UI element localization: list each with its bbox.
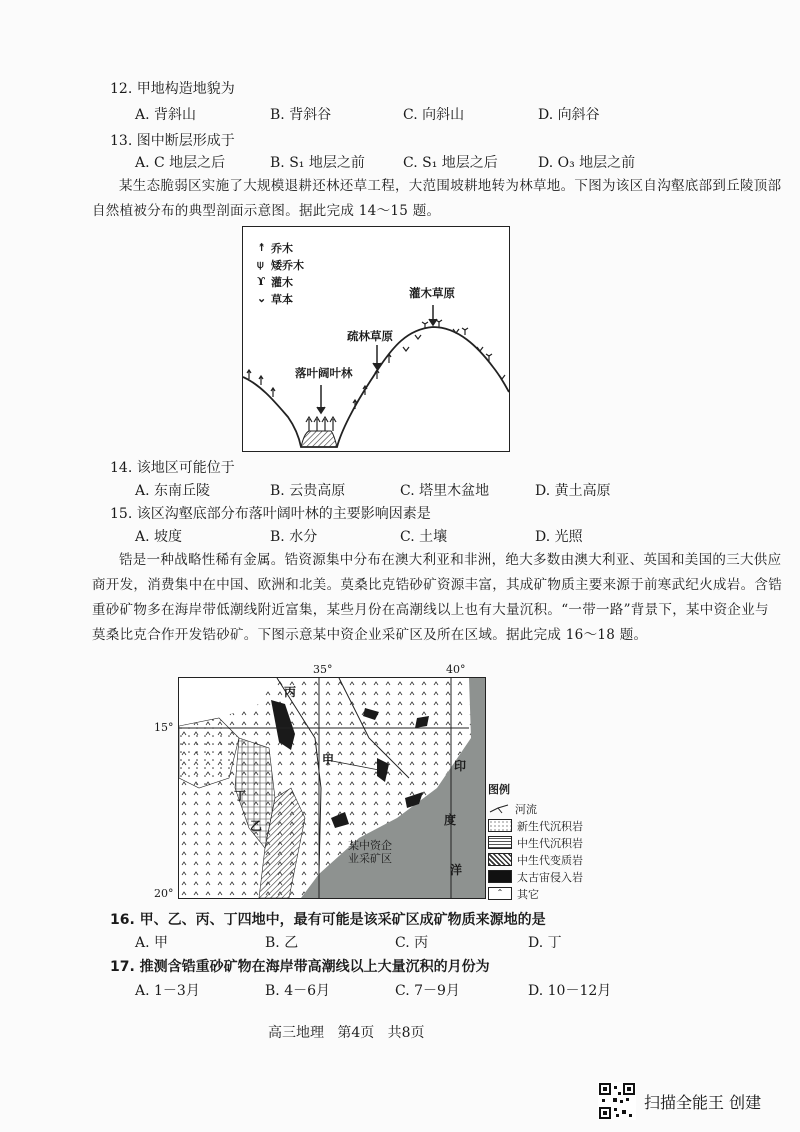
hill-outline — [243, 327, 509, 447]
q12-option-b[interactable]: B. 背斜谷 — [270, 107, 332, 123]
q13-option-c[interactable]: C. S₁ 地层之后 — [403, 155, 498, 171]
question-14-stem: 14. 该地区可能位于 — [110, 460, 235, 476]
q17-option-c[interactable]: C. 7－9月 — [395, 983, 460, 999]
legend-archean-intrusive: 太古宙侵入岩 — [488, 868, 583, 885]
q16-option-a[interactable]: A. 甲 — [135, 935, 169, 951]
river-icon — [488, 803, 510, 814]
vegetation-profile-figure — [242, 226, 510, 452]
mesozoic-sediment-swatch — [488, 836, 512, 849]
mine-label: 某中资企 业采矿区 — [348, 839, 392, 865]
cenozoic-sediment-swatch — [488, 819, 512, 832]
place-bing: 丙 — [284, 685, 297, 699]
archean-intrusive-swatch — [488, 870, 512, 883]
q15-option-b[interactable]: B. 水分 — [270, 529, 318, 545]
question-13-stem: 13. 图中断层形成于 — [110, 133, 235, 149]
q17-option-b[interactable]: B. 4－6月 — [265, 983, 331, 999]
legend-other: ⌃ 其它 — [488, 885, 583, 902]
question-17-stem: 17. 推测含锆重砂矿物在海岸带高潮线以上大量沉积的月份为 — [110, 959, 490, 975]
passage-zircon: 锆是一种战略性稀有金属。锆资源集中分布在澳大利亚和非洲，绝大多数由澳大利亚、英国和美国的三大供应商开发，消费集中在中国、欧洲和北美。莫桑比克锆砂矿资源丰富，其成矿物质主要来源于前寒武纪火成岩。含锆重砂矿物多在海岸带低潮线附近富集，某些月份在高潮线以上也有大量沉积。“一带一路”背景下，某中资企业与莫桑比克合作开发锆砂矿。下图示意某中资企业采矿区及所在区域。据此完成 16～18 题。 — [92, 552, 782, 643]
legend-mesozoic-metamorphic: 中生代变质岩 — [488, 851, 583, 868]
ocean-label-yin: 印 — [454, 759, 467, 773]
label-sparse-forest-grassland: 疏林草原 — [347, 329, 393, 343]
scanner-watermark — [598, 1082, 761, 1120]
herb-icon: ⌄ — [257, 292, 267, 305]
q17-option-a[interactable]: A. 1－3月 — [135, 983, 200, 999]
question-17-options — [110, 980, 710, 1002]
legend-cenozoic-sediment: 新生代沉积岩 — [488, 817, 583, 834]
question-12-options — [110, 104, 710, 126]
legend-title: 图例 — [488, 783, 510, 796]
geology-map — [178, 677, 486, 899]
lat-label-20: 20° — [154, 887, 174, 900]
dwarf-tree-icon: ⍦ — [257, 257, 264, 271]
qr-code-icon — [598, 1082, 636, 1120]
passage-vegetation: 某生态脆弱区实施了大规模退耕还林还草工程，大范围坡耕地转为林草地。下图为该区自沟壑底部到丘陵顶部自然植被分布的典型剖面示意图。据此完成 14～15 题。 — [92, 178, 782, 219]
question-15-options — [110, 526, 710, 548]
q15-option-a[interactable]: A. 坡度 — [135, 529, 183, 545]
legend-river: 河流 — [488, 800, 583, 817]
geology-map-figure — [154, 663, 716, 907]
tree-icon: ↟ — [257, 241, 267, 254]
place-ding: 丁 — [234, 789, 247, 803]
label-shrub-grassland: 灌木草原 — [409, 286, 455, 300]
q13-option-a[interactable]: A. C 地层之后 — [135, 155, 226, 171]
ocean-label-du: 度 — [444, 813, 457, 827]
mesozoic-metamorphic-swatch — [488, 853, 512, 866]
q16-option-d[interactable]: D. 丁 — [528, 935, 562, 951]
label-deciduous-forest: 落叶阔叶林 — [295, 366, 353, 380]
question-16-stem: 16. 甲、乙、丙、丁四地中，最有可能是该采矿区成矿物质来源地的是 — [110, 912, 546, 928]
q15-option-c[interactable]: C. 土壤 — [400, 529, 448, 545]
q15-option-d[interactable]: D. 光照 — [535, 529, 583, 545]
label-arrows — [317, 305, 437, 413]
legend-herb: ⌄ 草本 — [257, 292, 293, 306]
question-15-stem: 15. 该区沟壑底部分布落叶阔叶林的主要影响因素是 — [110, 506, 431, 522]
lon-label-40: 40° — [446, 663, 466, 676]
legend-tree: ↟ 乔木 — [257, 241, 293, 255]
legend-mesozoic-sediment: 中生代沉积岩 — [488, 834, 583, 851]
place-jia: 甲 — [322, 753, 335, 767]
q16-option-b[interactable]: B. 乙 — [265, 935, 299, 951]
q17-option-d[interactable]: D. 10－12月 — [528, 983, 612, 999]
q14-option-a[interactable]: A. 东南丘陵 — [135, 483, 211, 499]
lat-label-15: 15° — [154, 721, 174, 734]
valley-soil — [301, 431, 337, 447]
place-yi: 乙 — [250, 819, 263, 833]
q13-option-d[interactable]: D. O₃ 地层之前 — [538, 155, 636, 171]
q12-option-c[interactable]: C. 向斜山 — [403, 107, 465, 123]
q14-option-c[interactable]: C. 塔里木盆地 — [400, 483, 490, 499]
legend-shrub: ϒ 灌木 — [257, 275, 293, 289]
lon-label-35: 35° — [313, 663, 333, 676]
q14-option-b[interactable]: B. 云贵高原 — [270, 483, 346, 499]
legend-dwarf-tree: ⍦ 矮乔木 — [257, 257, 304, 272]
shrub-icon: ϒ — [257, 275, 266, 288]
watermark-text: 扫描全能王 创建 — [644, 1092, 762, 1112]
q14-option-d[interactable]: D. 黄土高原 — [535, 483, 611, 499]
q12-option-a[interactable]: A. 背斜山 — [135, 107, 197, 123]
ocean-label-yang: 洋 — [450, 863, 463, 877]
q13-option-b[interactable]: B. S₁ 地层之前 — [270, 155, 365, 171]
question-13-options — [110, 152, 710, 174]
other-swatch: ⌃ — [488, 887, 512, 900]
question-16-options — [110, 932, 710, 954]
question-12-stem: 12. 甲地构造地貌为 — [110, 81, 235, 97]
geology-legend — [488, 781, 583, 902]
question-14-options — [110, 480, 710, 502]
page-footer: 高三地理 第4页 共8页 — [268, 1025, 425, 1041]
q12-option-d[interactable]: D. 向斜谷 — [538, 107, 600, 123]
q16-option-c[interactable]: C. 丙 — [395, 935, 429, 951]
